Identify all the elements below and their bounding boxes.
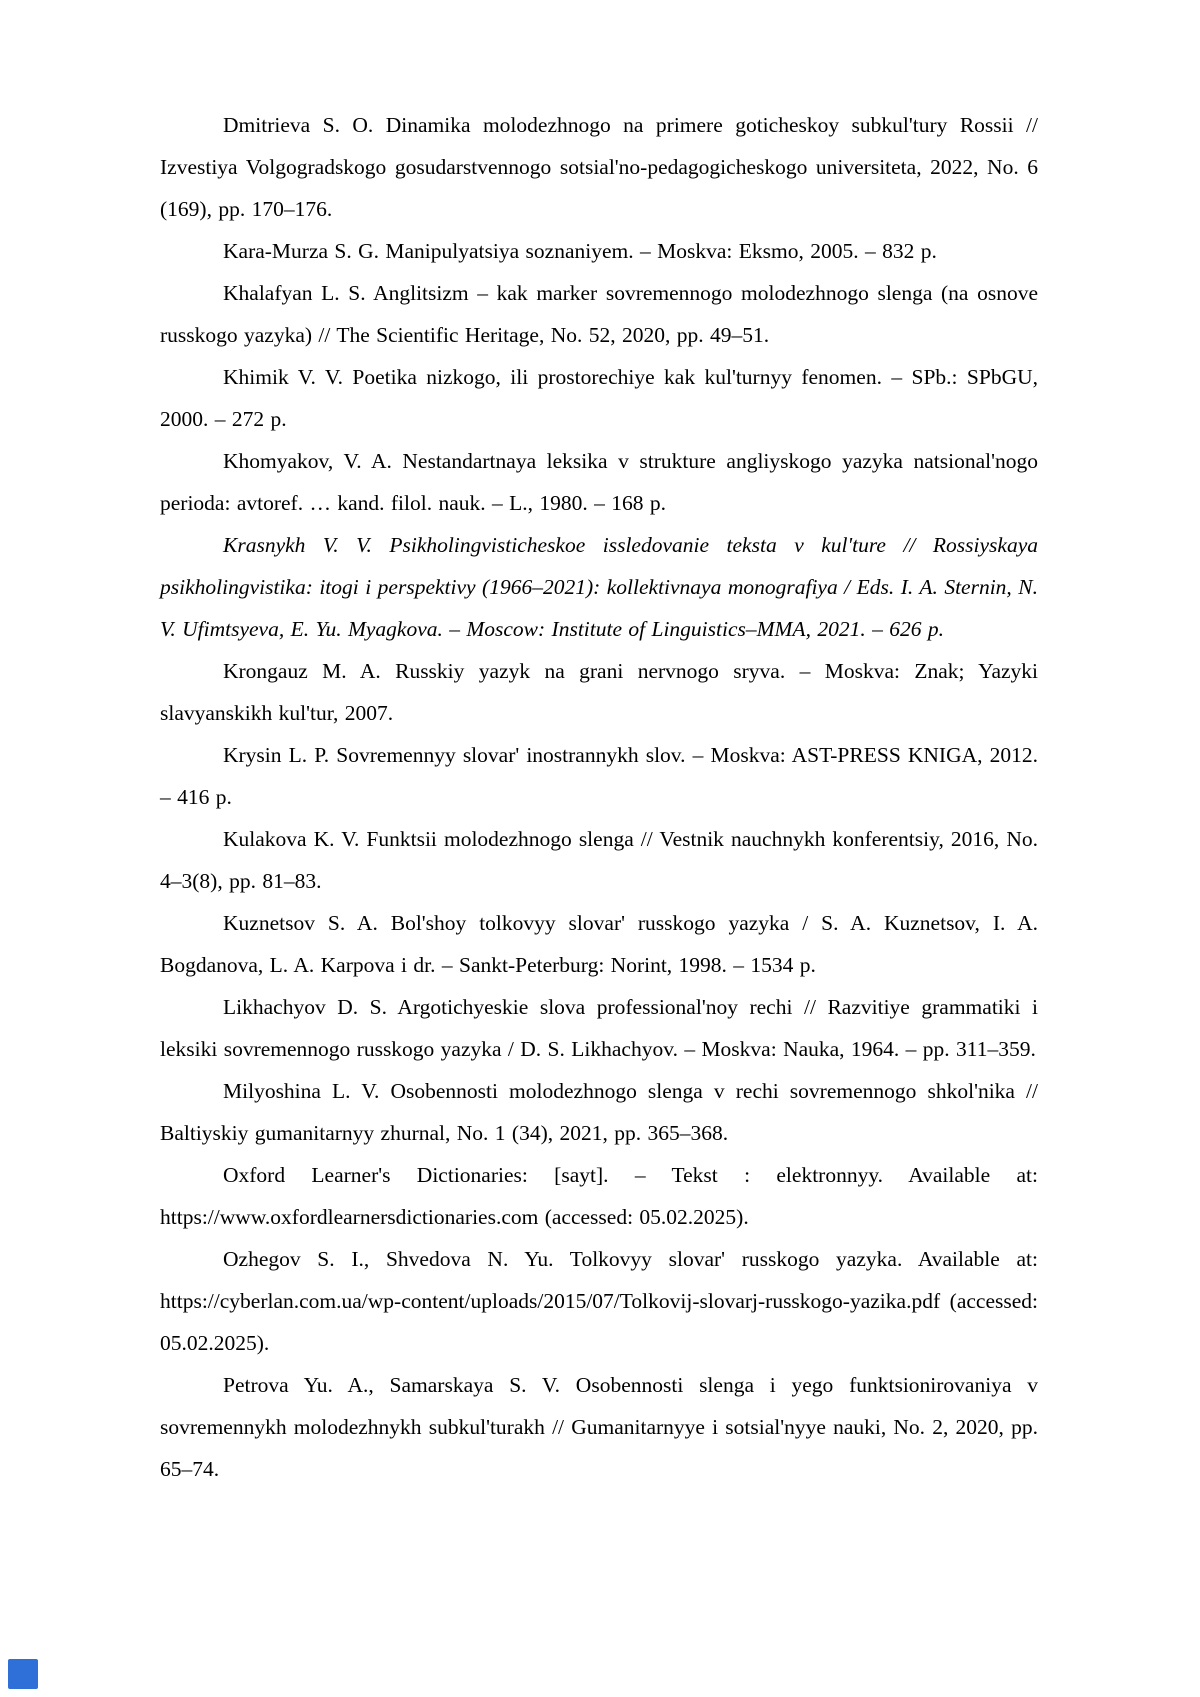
blue-corner-marker xyxy=(8,1659,38,1689)
reference-entry: Khomyakov, V. A. Nestandartnaya leksika v strukture angliyskogo yazyka natsional'nogo perioda: avtoref. … kand. filol. nauk. – L., 1980. – 168 p. xyxy=(160,449,1038,515)
reference-entry: Krasnykh V. V. Psikholingvisticheskoe issledovanie teksta v kul'ture // Rossiyskaya psikholingvistika: itogi i perspektivy (1966–2021): kollektivnaya monografiya / Eds. I. A. Sternin, N. V. Ufimtsyeva, E. Yu. Myagkova. – Moscow: Institute of Linguistics–MMA, 2021. – 626 p. xyxy=(160,533,1038,641)
reference-entry: Oxford Learner's Dictionaries: [sayt]. – Tekst : elektronnyy. Available at: https://www.oxfordlearnersdictionaries.com (accessed: 05.02.2025). xyxy=(160,1163,1038,1229)
reference-entry: Petrova Yu. A., Samarskaya S. V. Osobennosti slenga i yego funktsionirovaniya v sovremennykh molodezhnykh subkul'turakh // Gumanitarnyye i sotsial'nyye nauki, No. 2, 2020, pp. 65–74. xyxy=(160,1373,1038,1481)
reference-entry: Likhachyov D. S. Argotichyeskie slova professional'noy rechi // Razvitiye grammatiki i leksiki sovremennogo russkogo yazyka / D. S. Likhachyov. – Moskva: Nauka, 1964. – pp. 311–359. xyxy=(160,995,1038,1061)
reference-entry: Ozhegov S. I., Shvedova N. Yu. Tolkovyy slovar' russkogo yazyka. Available at: https://cyberlan.com.ua/wp-content/uploads/2015/07/Tolkovij-slovarj-russkogo-yazika.pdf (accessed: 05.02.2025). xyxy=(160,1247,1038,1355)
reference-entry: Kara-Murza S. G. Manipulyatsiya soznaniyem. – Moskva: Eksmo, 2005. – 832 p. xyxy=(223,239,937,263)
reference-entry: Kulakova K. V. Funktsii molodezhnogo slenga // Vestnik nauchnykh konferentsiy, 2016, No. 4–3(8), pp. 81–83. xyxy=(160,827,1038,893)
reference-entry: Khimik V. V. Poetika nizkogo, ili prostorechiye kak kul'turnyy fenomen. – SPb.: SPbGU, 2000. – 272 p. xyxy=(160,365,1038,431)
reference-entry: Dmitrieva S. O. Dinamika molodezhnogo na primere goticheskoy subkul'tury Rossii // Izvestiya Volgogradskogo gosudarstvennogo sotsial'no-pedagogicheskogo universiteta, 2022, No. 6 (169), pp. 170–176. xyxy=(160,113,1038,221)
reference-entry: Kuznetsov S. A. Bol'shoy tolkovyy slovar' russkogo yazyka / S. A. Kuznetsov, I. A. Bogdanova, L. A. Karpova i dr. – Sankt-Peterburg: Norint, 1998. – 1534 p. xyxy=(160,911,1038,977)
reference-entry: Krongauz M. A. Russkiy yazyk na grani nervnogo sryva. – Moskva: Znak; Yazyki slavyanskikh kul'tur, 2007. xyxy=(160,659,1038,725)
reference-entry: Khalafyan L. S. Anglitsizm – kak marker sovremennogo molodezhnogo slenga (na osnove russkogo yazyka) // The Scientific Heritage, No. 52, 2020, pp. 49–51. xyxy=(160,281,1038,347)
reference-entry: Krysin L. P. Sovremennyy slovar' inostrannykh slov. – Moskva: AST-PRESS KNIGA, 2012. – 416 p. xyxy=(160,743,1038,809)
reference-entry: Milyoshina L. V. Osobennosti molodezhnogo slenga v rechi sovremennogo shkol'nika // Baltiyskiy gumanitarnyy zhurnal, No. 1 (34), 2021, pp. 365–368. xyxy=(160,1079,1038,1145)
references-list xyxy=(160,104,1038,1490)
